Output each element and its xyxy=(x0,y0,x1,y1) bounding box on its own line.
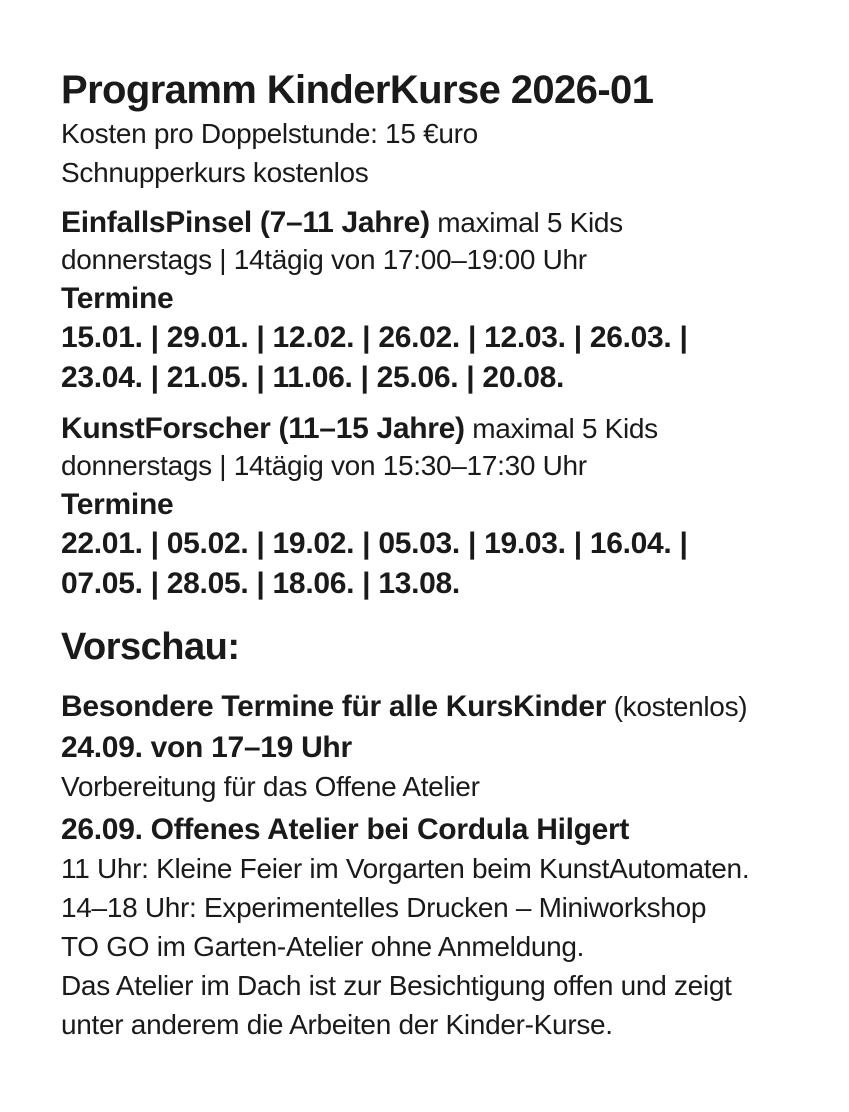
event-title: 24.09. von 17–19 Uhr xyxy=(61,731,352,764)
event-text: 14–18 Uhr: Experimentelles Drucken – Miniworkshop xyxy=(61,892,707,923)
course-capacity: maximal 5 Kids xyxy=(429,207,623,238)
course-name: EinfallsPinsel (7–11 Jahre) xyxy=(61,206,430,239)
course-kunstforscher xyxy=(61,412,841,604)
event-text: Das Atelier im Dach ist zur Besichtigung offen und zeigt xyxy=(61,970,732,1001)
trial-text: Schnupperkurs kostenlos xyxy=(61,157,369,188)
special-note: (kostenlos) xyxy=(606,691,748,722)
course-schedule: donnerstags | 14tägig von 15:30–17:30 Uhr xyxy=(61,450,587,481)
course-header xyxy=(61,412,841,446)
dates-label: Termine xyxy=(61,282,174,315)
dates-line: 15.01. | 29.01. | 12.02. | 26.02. | 12.03. | 26.03. | xyxy=(61,321,688,354)
event-text: Vorbereitung für das Offene Atelier xyxy=(61,771,480,802)
event-text: unter anderem die Arbeiten der Kinder-Kurse. xyxy=(61,1009,613,1040)
dates-line: 23.04. | 21.05. | 11.06. | 25.06. | 20.08. xyxy=(61,361,565,394)
event-text: 11 Uhr: Kleine Feier im Vorgarten beim KunstAutomaten. xyxy=(61,853,750,884)
special-header xyxy=(61,690,841,724)
course-header xyxy=(61,206,841,240)
cost-text: Kosten pro Doppelstunde: 15 €uro xyxy=(61,118,478,149)
dates-line: 07.05. | 28.05. | 18.06. | 13.08. xyxy=(61,567,460,600)
course-name: KunstForscher (11–15 Jahre) xyxy=(61,412,465,445)
page-title: Programm KinderKurse 2026-01 xyxy=(61,68,654,112)
dates-label: Termine xyxy=(61,488,174,521)
course-schedule: donnerstags | 14tägig von 17:00–19:00 Uhr xyxy=(61,244,587,275)
special-title: Besondere Termine für alle KursKinder xyxy=(61,690,607,723)
course-einfallspinsel xyxy=(61,206,841,398)
event-text: TO GO im Garten-Atelier ohne Anmeldung. xyxy=(61,931,585,962)
course-capacity: maximal 5 Kids xyxy=(464,413,658,444)
preview-heading: Vorschau: xyxy=(61,626,240,668)
preview-section xyxy=(61,690,841,1044)
event-title: 26.09. Offenes Atelier bei Cordula Hilgert xyxy=(61,813,630,846)
program-document xyxy=(61,66,841,1044)
dates-line: 22.01. | 05.02. | 19.02. | 05.03. | 19.03. | 16.04. | xyxy=(61,527,688,560)
